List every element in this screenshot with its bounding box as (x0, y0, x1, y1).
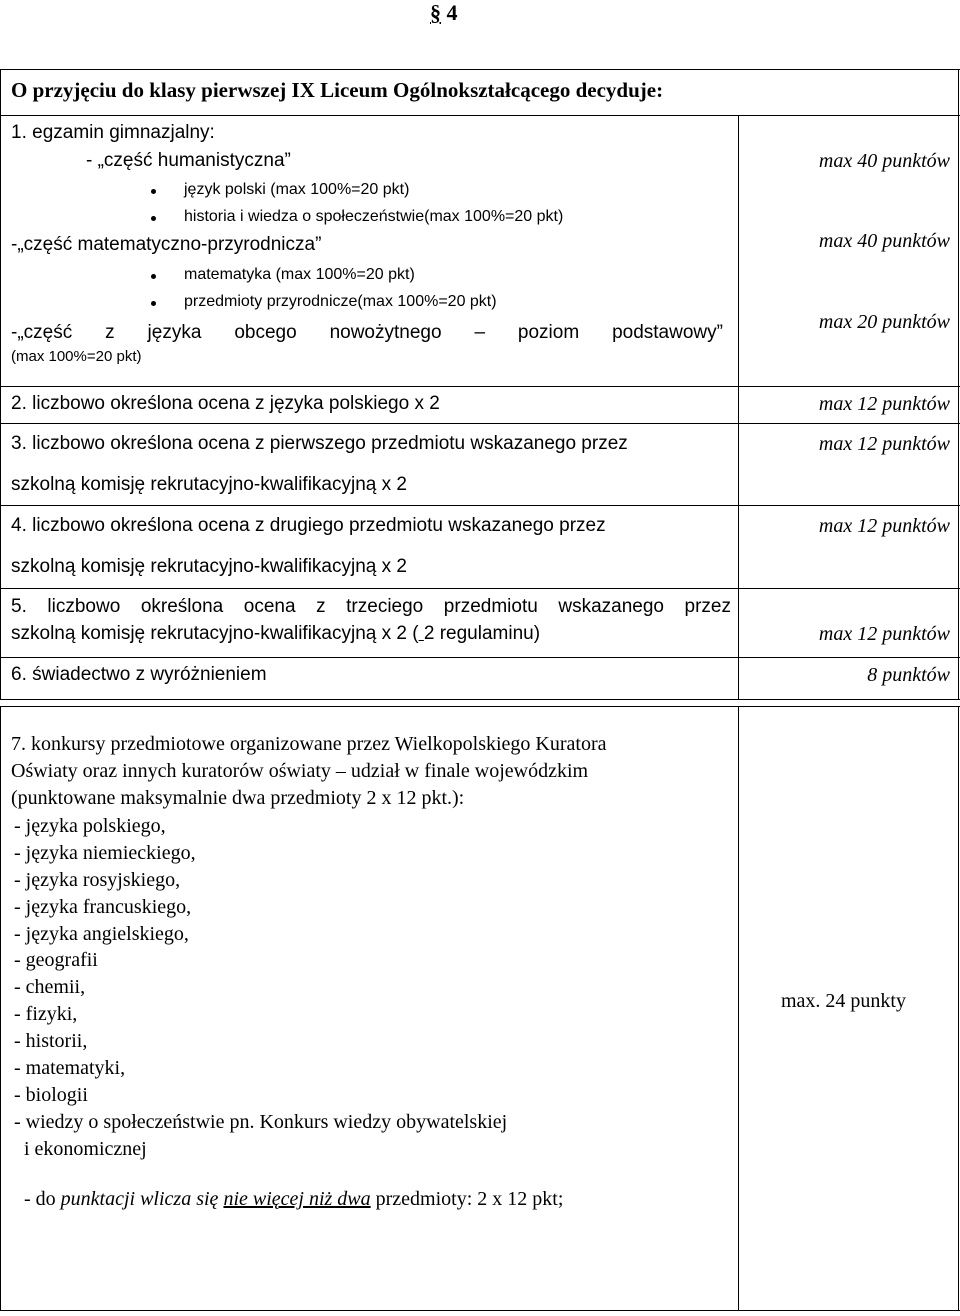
row4-text2: szkolną komisję rekrutacyjno-kwalifikacyjną x 2 (11, 556, 407, 577)
section7-item: - fizyki, (14, 1003, 78, 1025)
row-divider-4 (0, 588, 960, 589)
row3-text2: szkolną komisję rekrutacyjno-kwalifikacyjną x 2 (11, 474, 407, 495)
bullet-icon (151, 216, 156, 221)
row6-text: 6. świadectwo z wyróżnieniem (11, 664, 267, 685)
section7-item: - języka polskiego, (14, 815, 166, 837)
section1-part3-sub: (max 100%=20 pkt) (11, 348, 142, 365)
row5-text: 5. liczbowo określona ocena z trzeciego przedmiotu wskazanego przez (11, 596, 731, 617)
column-divider (738, 115, 739, 700)
row-divider-2 (0, 423, 960, 424)
section7-item: - języka angielskiego, (14, 923, 189, 945)
section7-item: - historii, (14, 1030, 88, 1052)
table2-column-divider (738, 706, 739, 1311)
table-border-right (958, 69, 959, 700)
bullet-icon (151, 301, 156, 306)
points-jezyk-obcy: max 20 punktów (818, 311, 950, 333)
section7-last-line: - do punktacji wlicza się nie więcej niż dwa przedmioty: 2 x 12 pkt; (24, 1188, 564, 1210)
section7-points: max. 24 punkty (781, 990, 906, 1012)
section7-intro-2: Oświaty oraz innych kuratorów oświaty – udział w finale wojewódzkim (11, 760, 589, 782)
part2-item-1: matematyka (max 100%=20 pkt) (184, 266, 415, 283)
row-divider-5 (0, 657, 960, 658)
section7-item: - geografii (14, 949, 98, 971)
section1-part3: -„część z języka obcego nowożytnego – poziom podstawowy” (11, 322, 723, 343)
section7-item: - chemii, (14, 976, 86, 998)
section7-item: - biologii (14, 1084, 88, 1106)
section1-part1: - „część humanistyczna” (86, 150, 291, 171)
row-divider-1 (0, 386, 960, 387)
row5-text2: szkolną komisję rekrutacyjno-kwalifikacyjną x 2 ( 2 regulaminu) (11, 623, 541, 644)
row-divider-3 (0, 505, 960, 506)
section7-intro-1: 7. konkursy przedmiotowe organizowane przez Wielkopolskiego Kuratora (11, 733, 607, 755)
table2-border-right (958, 706, 959, 1311)
row3-points: max 12 punktów (818, 433, 950, 455)
table-border-left (0, 69, 1, 700)
points-humanistyczna: max 40 punktów (818, 150, 950, 172)
section7-item: i ekonomicznej (14, 1138, 147, 1160)
points-matematyczno: max 40 punktów (818, 230, 950, 252)
section7-item: - języka niemieckiego, (14, 842, 196, 864)
section7-item: - języka rosyjskiego, (14, 869, 181, 891)
row6-points: 8 punktów (867, 664, 950, 686)
table2-border-bottom (0, 1310, 960, 1311)
part1-item-2: historia i wiedza o społeczeństwie(max 100%=20 pkt) (184, 208, 564, 225)
row4-points: max 12 punktów (818, 515, 950, 537)
section7-item: - języka francuskiego, (14, 896, 192, 918)
section7-item: - wiedzy o społeczeństwie pn. Konkurs wiedzy obywatelskiej (14, 1111, 508, 1133)
section-sign-icon: § (430, 0, 441, 25)
section7-item: - matematyki, (14, 1057, 126, 1079)
row2-points: max 12 punktów (818, 393, 950, 415)
page-number: § 4 (430, 0, 458, 25)
section1-part2: -„część matematyczno-przyrodnicza” (11, 234, 322, 255)
table-border-bottom (0, 699, 960, 700)
section7-intro-3: (punktowane maksymalnie dwa przedmioty 2 x 12 pkt.): (11, 787, 465, 809)
section1-title: 1. egzamin gimnazjalny: (11, 122, 215, 143)
header-divider (0, 115, 960, 116)
row3-text: 3. liczbowo określona ocena z pierwszego przedmiotu wskazanego przez (11, 433, 628, 454)
table2-border-left (0, 706, 1, 1311)
part1-item-1: język polski (max 100%=20 pkt) (184, 181, 410, 198)
table2-border-top (0, 706, 960, 707)
bullet-icon (151, 274, 156, 279)
table-header: O przyjęciu do klasy pierwszej IX Liceum Ogólnokształcącego decyduje: (11, 78, 664, 102)
row4-text: 4. liczbowo określona ocena z drugiego przedmiotu wskazanego przez (11, 515, 606, 536)
table-border-top (0, 69, 960, 70)
row2-text: 2. liczbowo określona ocena z języka polskiego x 2 (11, 393, 440, 414)
part2-item-2: przedmioty przyrodnicze(max 100%=20 pkt) (184, 293, 497, 310)
row5-points: max 12 punktów (818, 623, 950, 645)
bullet-icon (151, 189, 156, 194)
